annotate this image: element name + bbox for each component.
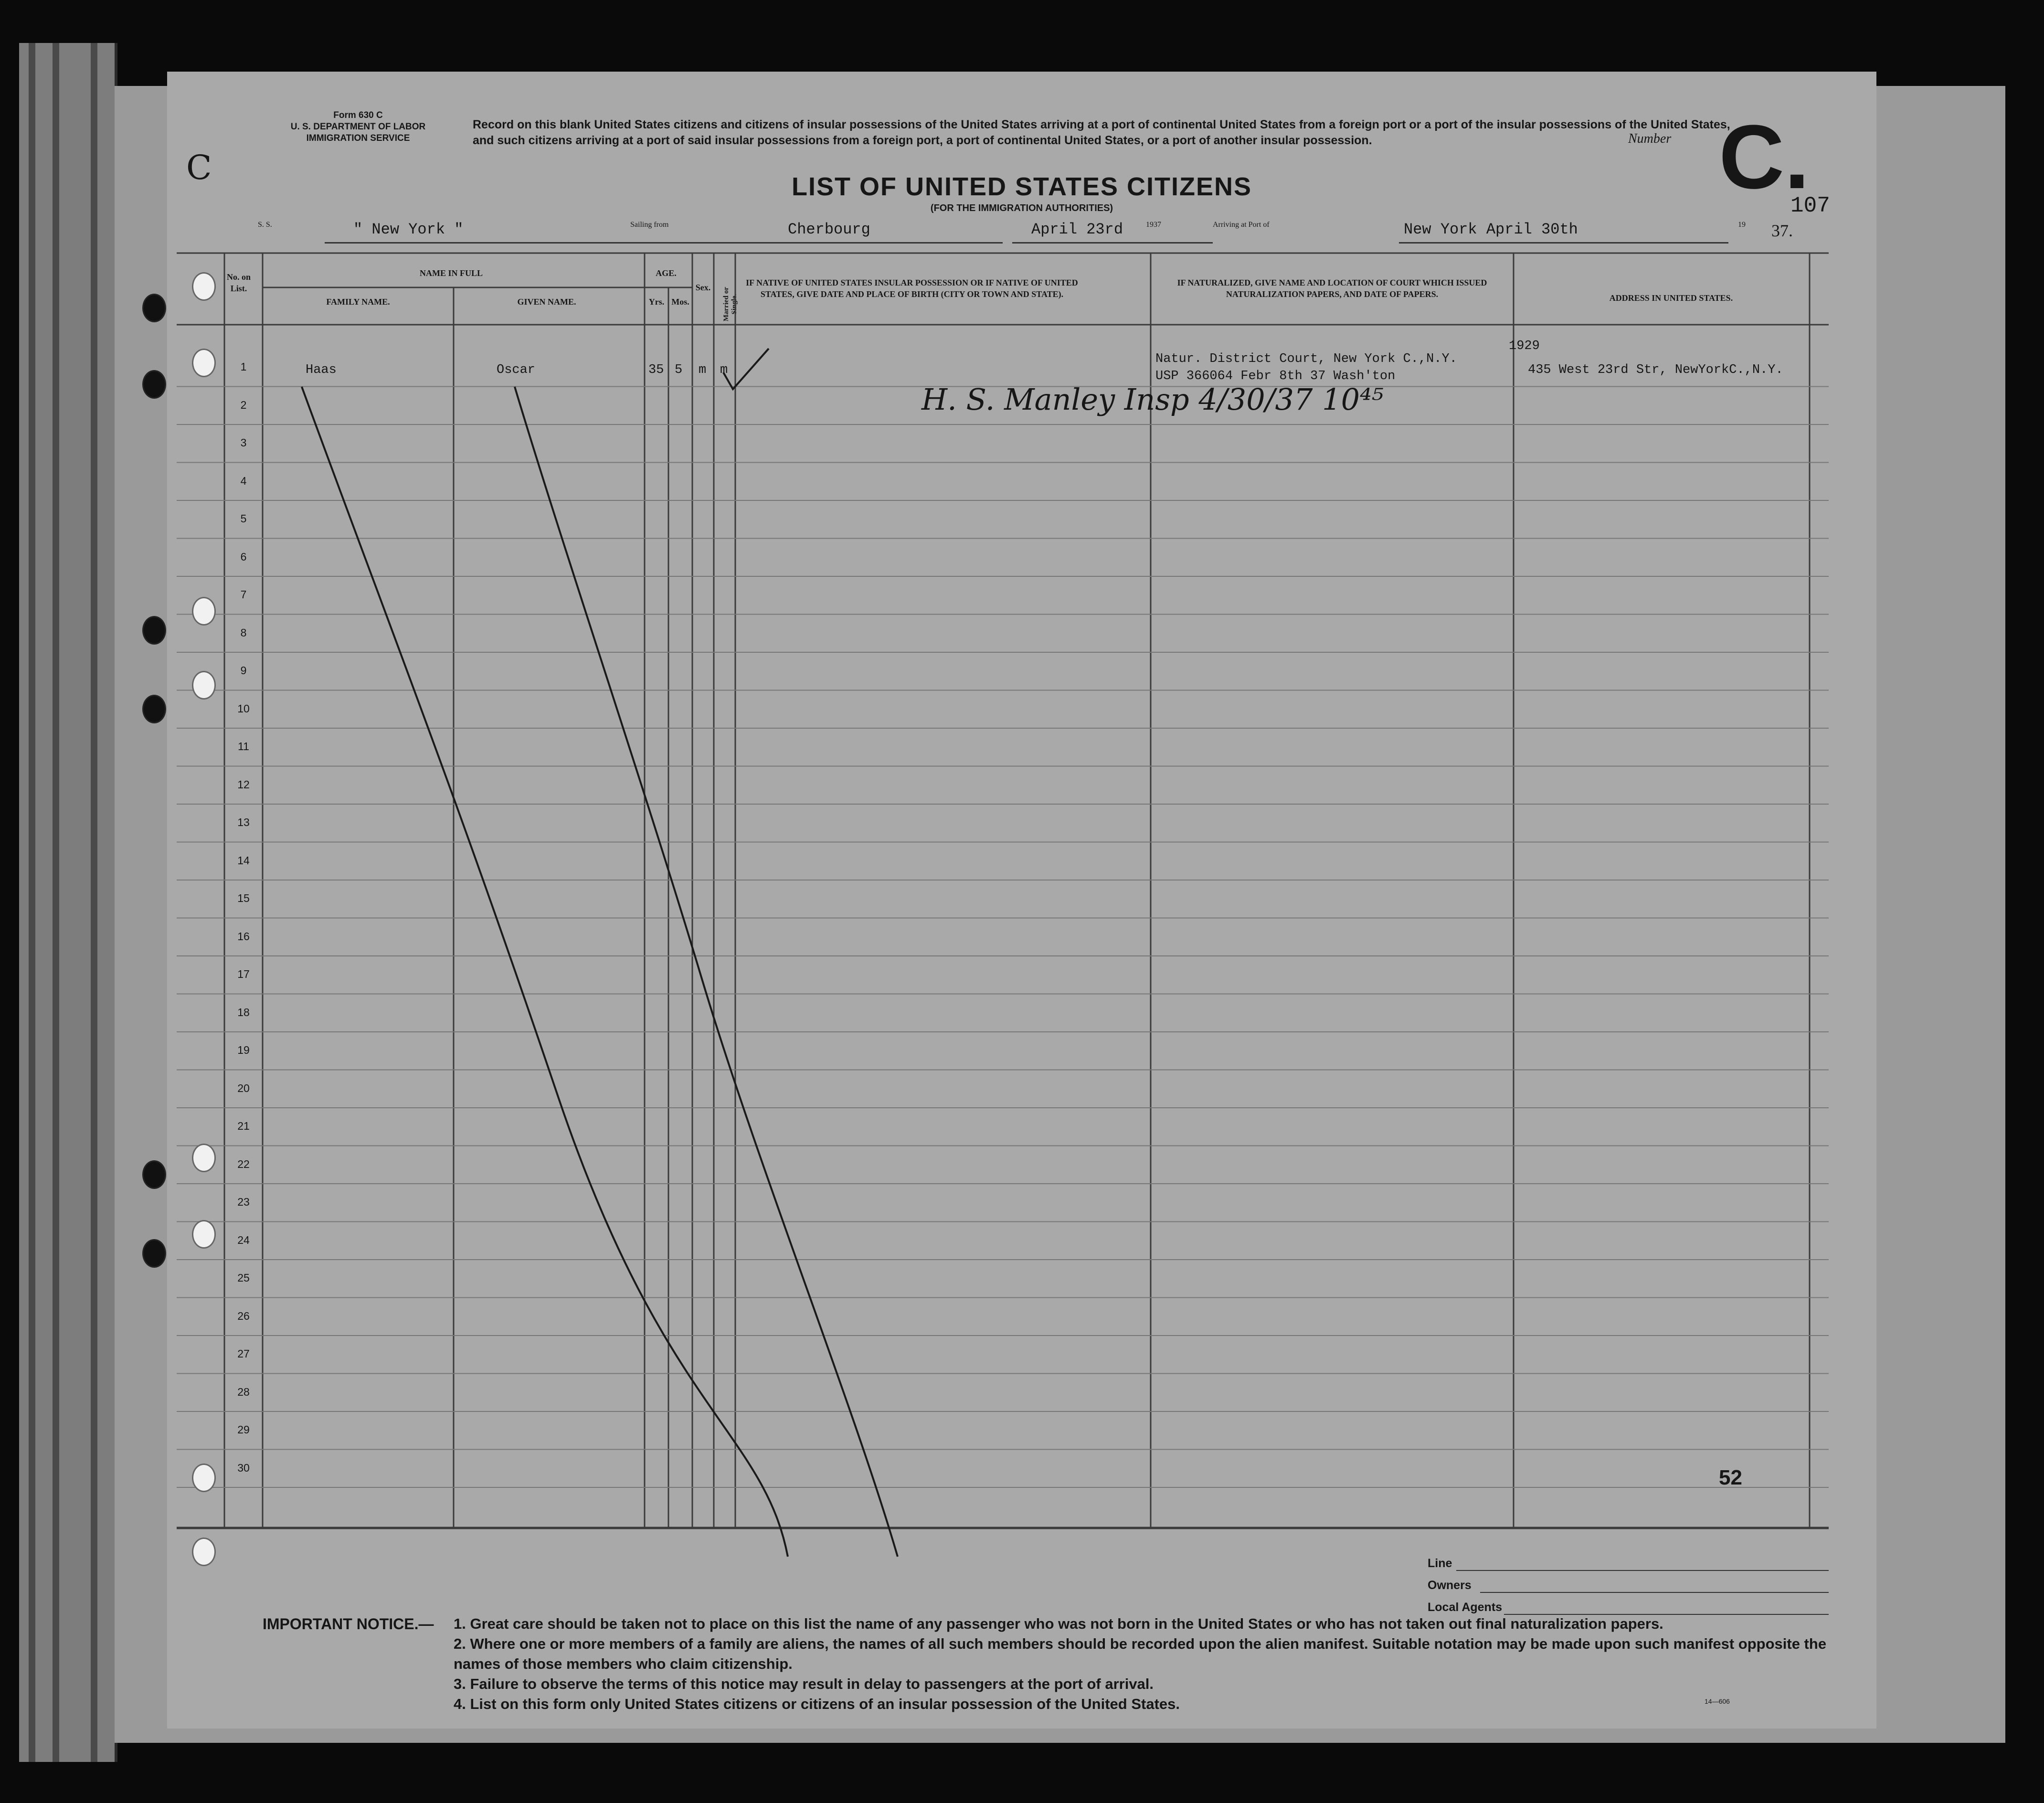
arrival-year-prefix: 19 — [1738, 221, 1746, 229]
punch-hole — [192, 671, 216, 700]
number-value: C. — [1719, 106, 1810, 208]
row-number: 3 — [240, 436, 247, 449]
notice-heading: IMPORTANT NOTICE.— — [263, 1615, 434, 1633]
instructions-text: Record on this blank United States citizens and citizens of insular possessions of the United States arriving at a port of continental United States from a foreign port or a port of the insular possessions of the United States, and such citizens arriving at a port of said insular possessions from a foreign port, a port of continental United States, or a port of another insular possession. — [473, 118, 1730, 147]
col-age-yrs: Yrs. — [648, 297, 665, 307]
row-number: 14 — [237, 854, 250, 867]
sailing-year: 1937 — [1146, 221, 1161, 229]
row-number: 16 — [237, 930, 250, 943]
col-no: No. on List. — [226, 272, 251, 293]
important-notice — [263, 1614, 1838, 1714]
row-number: 18 — [237, 1006, 250, 1018]
row-number: 10 — [237, 702, 250, 715]
sailing-date-field: April 23rd — [1012, 221, 1213, 244]
binder-strip — [29, 43, 35, 1762]
punch-hole — [192, 1220, 216, 1249]
service-name: IMMIGRATION SERVICE — [306, 133, 410, 143]
row-number: 30 — [237, 1461, 250, 1474]
binder-strip — [91, 43, 97, 1762]
page-subtitle: (FOR THE IMMIGRATION AUTHORITIES) — [930, 203, 1113, 213]
row-number: 23 — [237, 1196, 250, 1208]
check-mark — [723, 349, 769, 389]
row-number: 27 — [237, 1347, 250, 1360]
local-agents-label: Local Agents — [1428, 1601, 1503, 1614]
naturalization-papers: USP 366064 Febr 8th 37 Wash'ton — [1155, 369, 1396, 383]
col-family-name: FAMILY NAME. — [326, 297, 390, 307]
arrival-year: 37. — [1771, 221, 1793, 240]
row-number: 26 — [237, 1309, 250, 1322]
stamp-number: 52 — [1719, 1466, 1742, 1489]
row-number: 6 — [240, 550, 247, 563]
punch-hole-dark — [142, 1239, 166, 1268]
manifest-sheet — [167, 72, 1876, 1729]
punch-hole-dark — [142, 616, 166, 645]
row-number: 5 — [240, 512, 247, 525]
col-married-single: Married or Single. — [722, 286, 738, 322]
punch-hole-dark — [142, 370, 166, 399]
row-number: 2 — [240, 398, 247, 411]
row-number: 21 — [237, 1120, 250, 1132]
punch-hole-dark — [142, 1160, 166, 1189]
row-number: 20 — [237, 1082, 250, 1094]
arrival-port-date-field: New York April 30th — [1399, 221, 1728, 244]
row-number: 8 — [240, 626, 247, 639]
punch-hole — [192, 597, 216, 626]
department-name: U. S. DEPARTMENT OF LABOR — [290, 122, 426, 132]
punch-hole-dark — [142, 695, 166, 723]
row-number: 13 — [237, 816, 250, 828]
notice-item-4: 4. List on this form only United States citizens or citizens of an insular possession of the United States. — [454, 1696, 1180, 1712]
col-address: ADDRESS IN UNITED STATES. — [1609, 293, 1733, 303]
age-years-entry: 35 — [648, 363, 664, 377]
ship-name-field: " New York " — [325, 221, 783, 244]
punch-hole — [192, 272, 216, 301]
col-given-name: GIVEN NAME. — [517, 297, 576, 307]
punch-hole — [192, 349, 216, 377]
ditto-strike-lines — [302, 387, 898, 1557]
notice-item-3: 3. Failure to observe the terms of this notice may result in delay to passengers at the port of arrival. — [454, 1676, 1154, 1692]
punch-hole — [192, 1464, 216, 1492]
family-name-entry: Haas — [306, 363, 337, 377]
given-name-entry: Oscar — [497, 363, 536, 377]
punch-hole — [192, 1144, 216, 1172]
marital-entry: m — [720, 363, 728, 377]
row-number: 4 — [240, 474, 247, 487]
form-number: Form 630 C — [333, 110, 383, 120]
notice-item-1: 1. Great care should be taken not to place on this list the name of any passenger who was not born in the United States or who has not taken out final naturalization papers. — [454, 1615, 1663, 1632]
col-native-birth: IF NATIVE OF UNITED STATES INSULAR POSSESSION OR IF NATIVE OF UNITED STATES, GIVE DATE AND PLACE OF BIRTH (CITY OR TOWN AND STATE). — [746, 278, 1078, 299]
arriving-label: Arriving at Port of — [1213, 221, 1270, 229]
row-number: 12 — [237, 778, 250, 791]
binder-edge — [19, 43, 117, 1762]
ss-label: S. S. — [258, 221, 272, 229]
row-number: 11 — [238, 740, 249, 753]
punch-hole — [192, 1538, 216, 1566]
age-months-entry: 5 — [675, 363, 683, 377]
manifest-grid — [167, 72, 1876, 1729]
row-number: 15 — [237, 892, 250, 904]
col-naturalized: IF NATURALIZED, GIVE NAME AND LOCATION OF COURT WHICH ISSUED NATURALIZATION PAPERS, AND DATE OF PAPERS. — [1177, 278, 1487, 299]
line-label: Line — [1428, 1557, 1452, 1570]
col-name-in-full: NAME IN FULL — [419, 268, 483, 278]
binder-strip — [53, 43, 59, 1762]
row-number: 1 — [240, 361, 247, 373]
naturalization-court: Natur. District Court, New York C.,N.Y. — [1155, 352, 1457, 366]
corner-handwritten-mark: C — [186, 148, 212, 187]
row-number: 29 — [237, 1423, 250, 1436]
us-address-entry: 435 West 23rd Str, NewYorkC.,N.Y. — [1528, 363, 1783, 377]
col-sex: Sex. — [695, 283, 711, 292]
line-field — [1456, 1570, 1829, 1571]
punch-hole-dark — [142, 294, 166, 322]
col-age: AGE. — [656, 268, 677, 278]
notice-item-2: 2. Where one or more members of a family are aliens, the names of all such members should be recorded upon the alien manifest. Suitable notation may be made upon such manifest opposite the names of those members who claim citizenship. — [454, 1635, 1827, 1672]
inspector-signature: H. S. Manley Insp 4/30/37 10⁴⁵ — [921, 382, 1384, 417]
owners-field — [1480, 1592, 1829, 1593]
naturalization-year: 1929 — [1509, 339, 1540, 353]
page-title: LIST OF UNITED STATES CITIZENS — [792, 172, 1252, 201]
sailing-from-label: Sailing from — [630, 221, 669, 229]
row-number: 7 — [240, 588, 247, 601]
row-number: 19 — [237, 1044, 250, 1056]
row-number: 28 — [237, 1385, 250, 1398]
departure-port-field: Cherbourg — [745, 221, 1003, 244]
sex-entry: m — [699, 363, 707, 377]
number-label: Number — [1628, 131, 1672, 146]
print-code: 14—606 — [1705, 1697, 1730, 1705]
owners-label: Owners — [1428, 1579, 1472, 1592]
row-number: 22 — [237, 1157, 250, 1170]
row-number: 9 — [240, 664, 247, 677]
page-number: 107 — [1790, 193, 1830, 218]
row-number: 24 — [237, 1233, 250, 1246]
col-age-mos: Mos. — [671, 297, 689, 307]
row-number: 25 — [237, 1272, 250, 1284]
row-number: 17 — [237, 968, 250, 980]
